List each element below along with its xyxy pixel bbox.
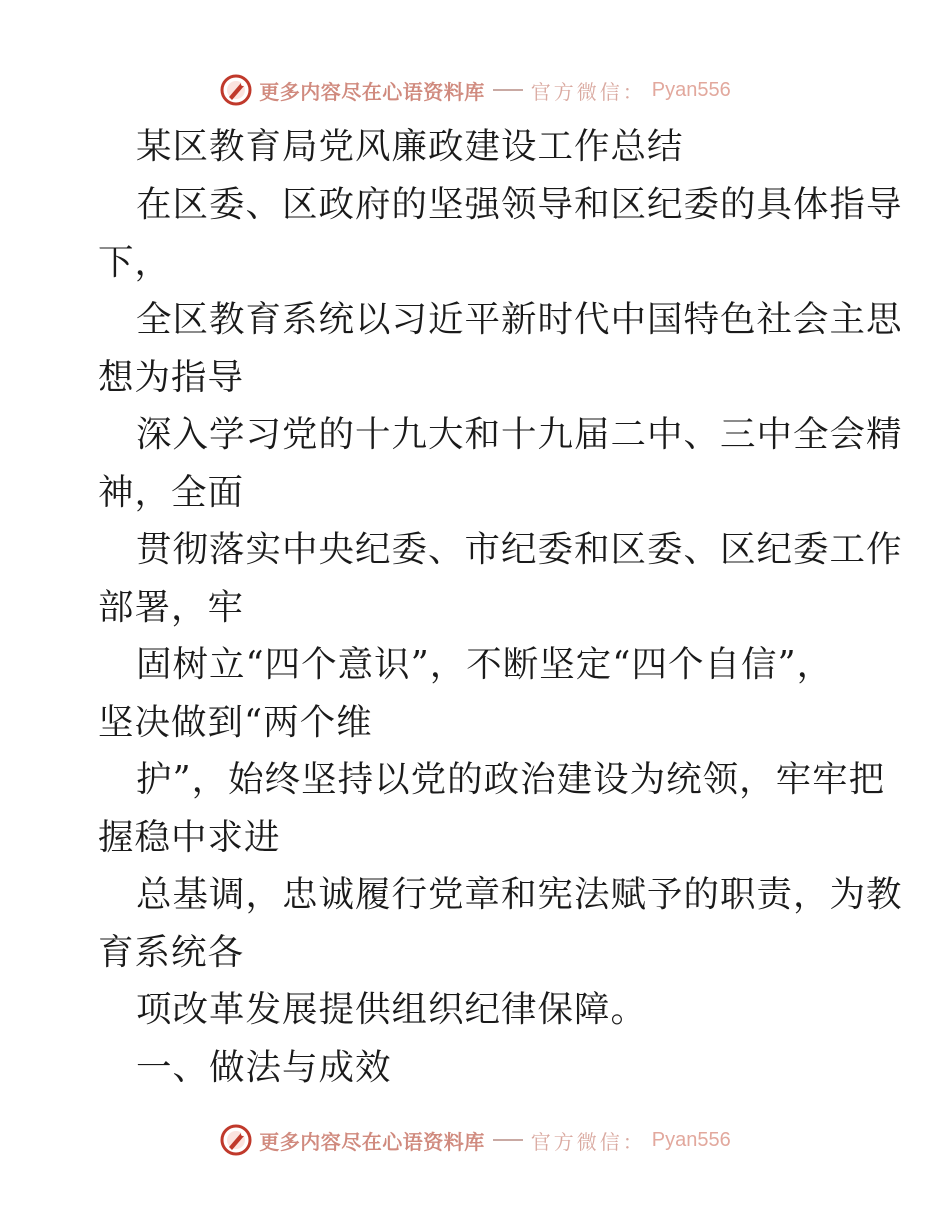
watermark-banner-top (0, 70, 950, 110)
watermark-separator (493, 89, 523, 91)
paragraph-line: 在区委、区政府的坚强领导和区纪委的具体指导 (136, 184, 903, 225)
watermark-wechat-label: 官方微信： (530, 1129, 646, 1154)
paragraph (98, 406, 903, 521)
watermark-wechat-id: Pyan556 (651, 1128, 731, 1151)
pen-nib-logo-icon (219, 73, 253, 107)
paragraph-line: 护”，始终坚持以党的政治建设为统领，牢牢把 (136, 759, 886, 800)
paragraph-continuation: 育系统各 (98, 931, 245, 973)
paragraph (98, 176, 903, 291)
watermark-wechat-label: 官方微信： (530, 79, 646, 104)
watermark-separator (493, 1139, 523, 1141)
watermark-banner-bottom (0, 1120, 950, 1160)
paragraph-continuation: 想为指导 (98, 356, 245, 398)
paragraph-line: 深入学习党的十九大和十九届二中、三中全会精 (136, 414, 903, 455)
paragraph (98, 636, 858, 751)
paragraph-continuation: 握稳中求进 (98, 816, 281, 858)
paragraph-continuation: 下， (98, 241, 172, 283)
paragraph-continuation: 坚决做到“两个维 (98, 701, 373, 743)
paragraph (98, 521, 903, 636)
paragraph (98, 751, 886, 866)
section-heading (98, 1039, 858, 1097)
paragraph-line: 全区教育系统以习近平新时代中国特色社会主思 (136, 299, 903, 340)
section-heading-text: 一、做法与成效 (136, 1046, 392, 1088)
watermark-wechat-id: Pyan556 (651, 78, 731, 101)
watermark-text: 更多内容尽在心语资料库 (259, 1129, 485, 1154)
paragraph (98, 981, 858, 1039)
paragraph (98, 291, 903, 406)
paragraph-line: 固树立“四个意识”，不断坚定“四个自信”， (136, 644, 834, 685)
paragraph-continuation: 神，全面 (98, 471, 245, 513)
paragraph-line: 项改革发展提供组织纪律保障。 (136, 989, 648, 1030)
paragraph-continuation: 部署，牢 (98, 586, 245, 628)
document-body (98, 118, 903, 1096)
paragraph-line: 贯彻落实中央纪委、市纪委和区委、区纪委工作 (136, 529, 903, 570)
pen-nib-logo-icon (219, 1123, 253, 1157)
paragraph-line: 总基调，忠诚履行党章和宪法赋予的职责，为教 (136, 874, 903, 915)
watermark-text: 更多内容尽在心语资料库 (259, 79, 485, 104)
paragraph (98, 866, 903, 981)
document-title: 某区教育局党风廉政建设工作总结 (136, 126, 684, 167)
